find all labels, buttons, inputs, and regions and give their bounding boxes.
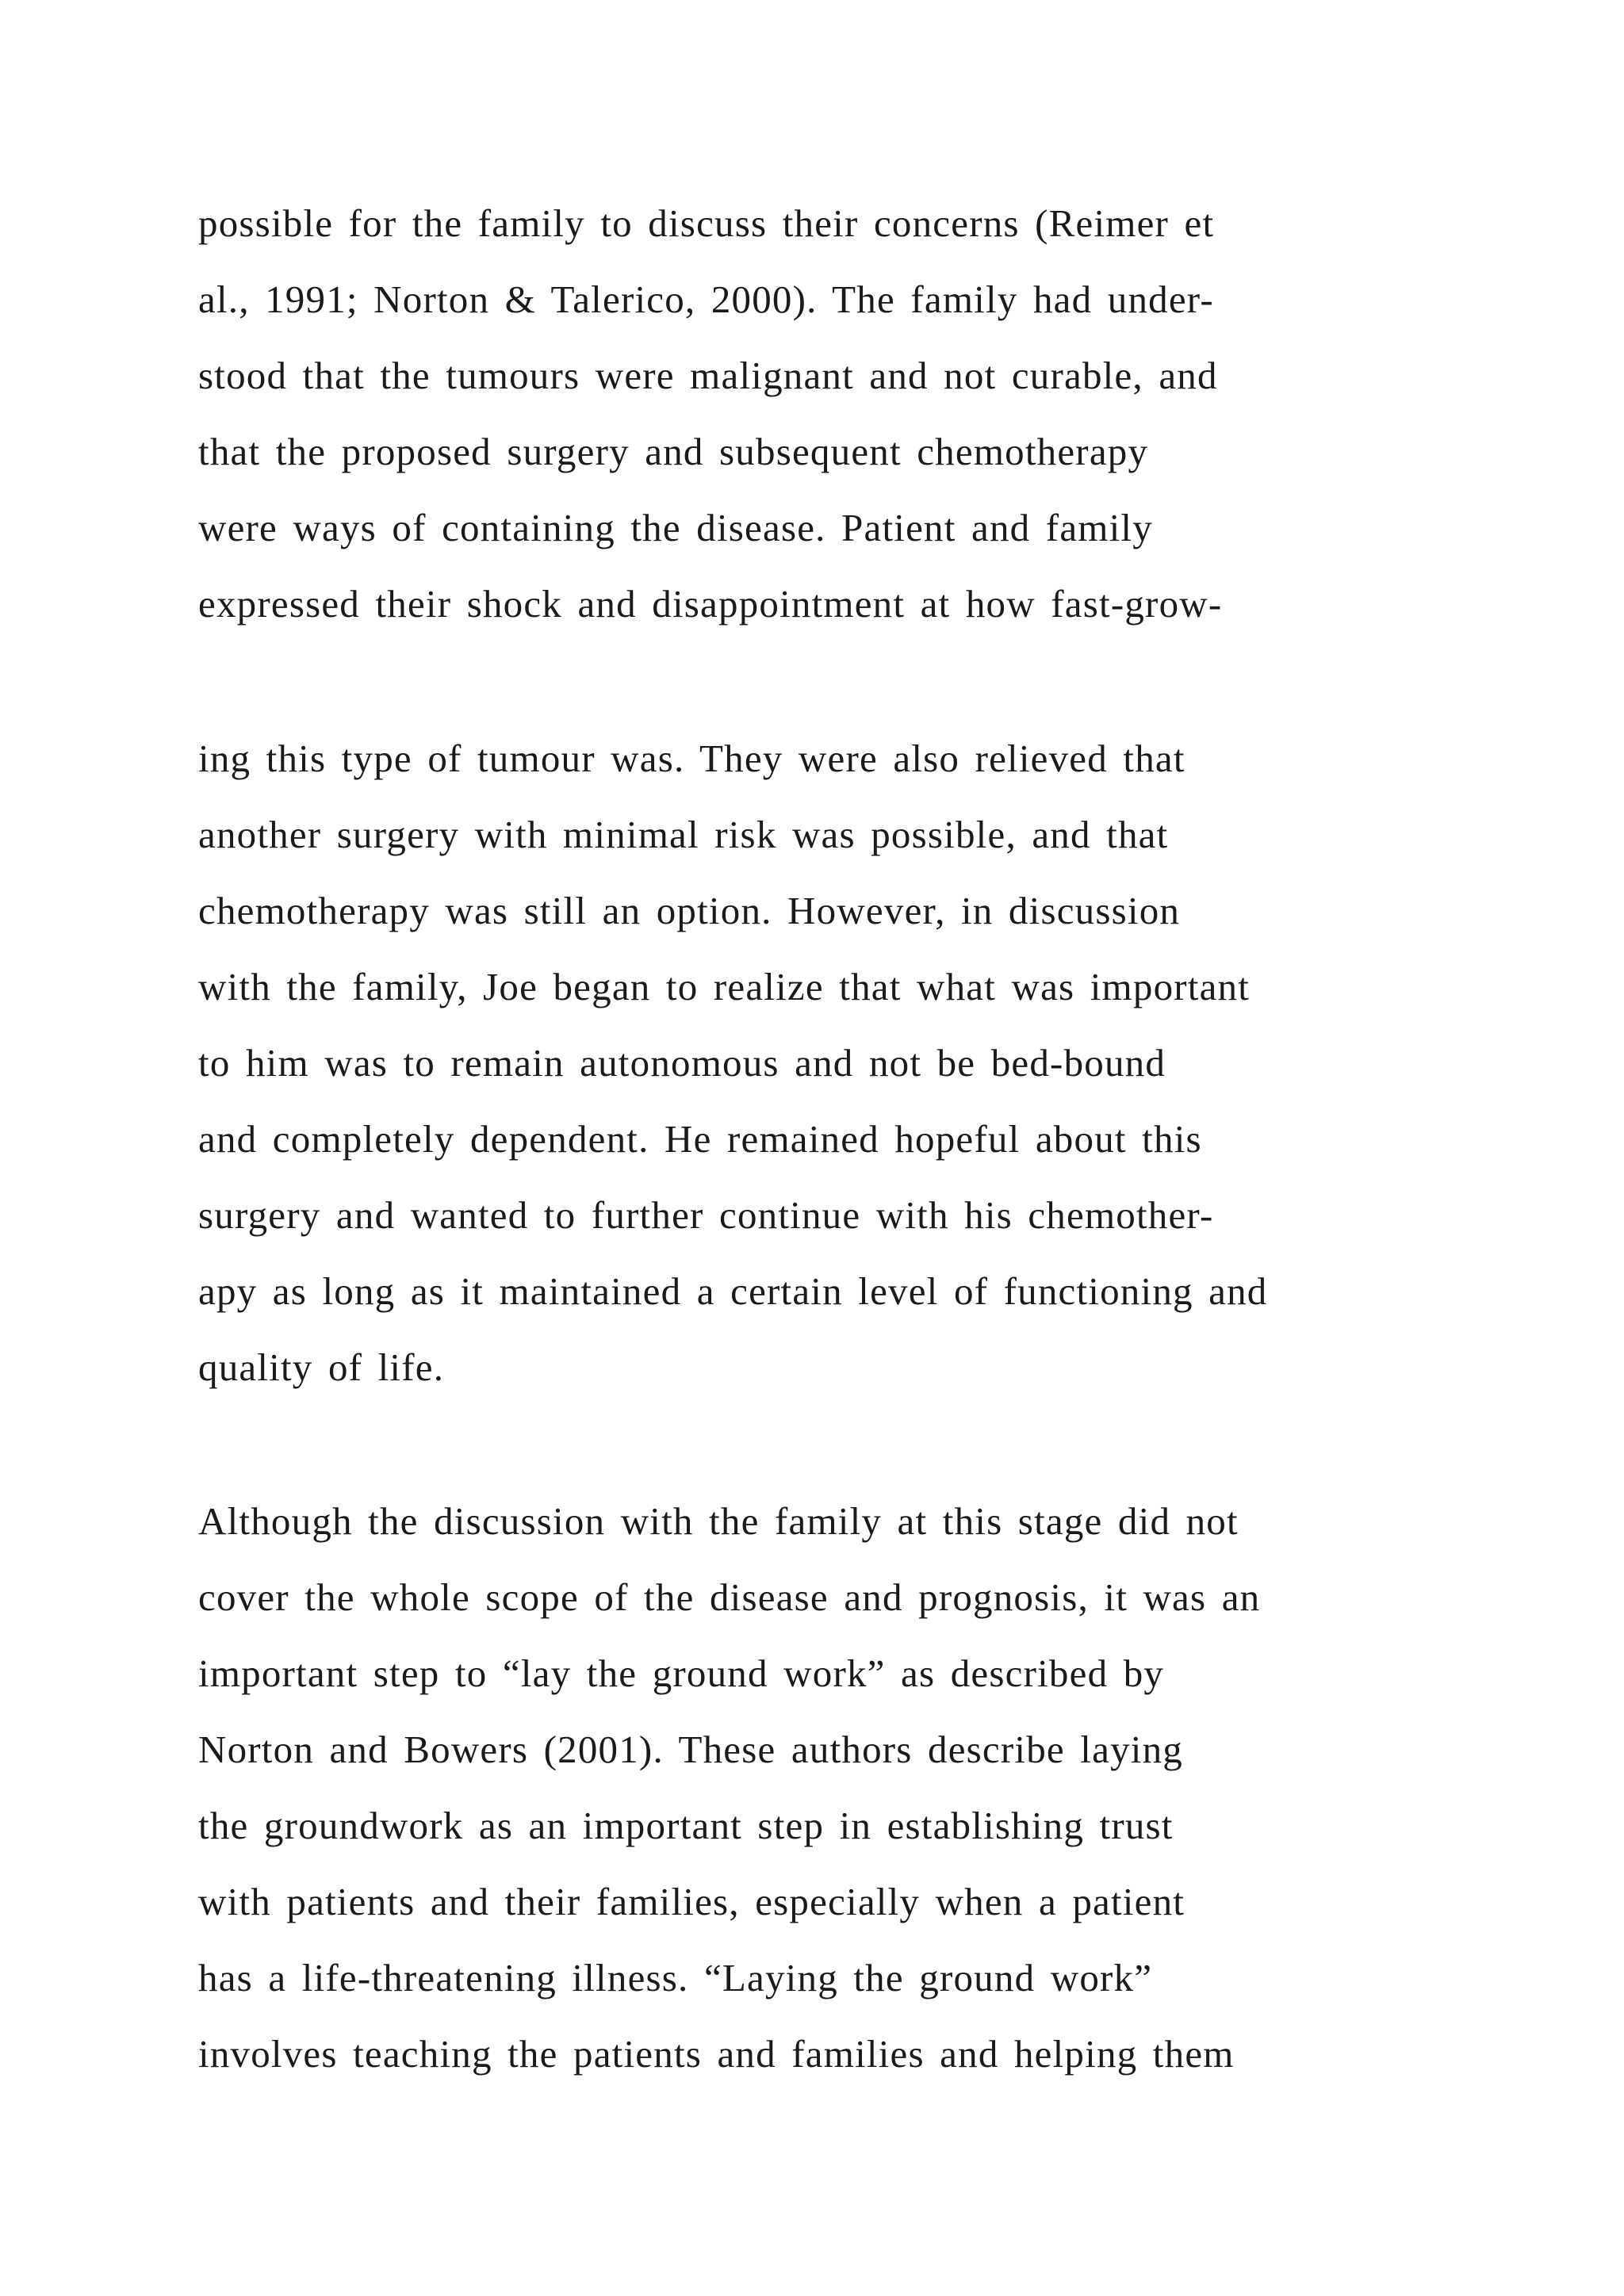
text-line: possible for the family to discuss their concerns (Reimer et bbox=[198, 201, 1215, 245]
text-line: involves teaching the patients and families and helping them bbox=[198, 2032, 1235, 2076]
text-line: to him was to remain autonomous and not be bed-bound bbox=[198, 1041, 1166, 1085]
text-line: another surgery with minimal risk was possible, and that bbox=[198, 813, 1169, 856]
text-line: cover the whole scope of the disease and prognosis, it was an bbox=[198, 1575, 1261, 1619]
text-line: al., 1991; Norton & Talerico, 2000). The family had under- bbox=[198, 277, 1214, 321]
text-line: apy as long as it maintained a certain level of functioning and bbox=[198, 1269, 1268, 1313]
text-line: important step to “lay the ground work” as described by bbox=[198, 1651, 1165, 1695]
paragraph-groundwork bbox=[198, 1483, 1483, 2092]
text-line: that the proposed surgery and subsequent chemotherapy bbox=[198, 430, 1149, 473]
text-line: stood that the tumours were malignant and not curable, and bbox=[198, 354, 1218, 397]
text-line: Although the discussion with the family at this stage did not bbox=[198, 1499, 1239, 1543]
text-line: quality of life. bbox=[198, 1345, 445, 1389]
text-line: with patients and their families, especially when a patient bbox=[198, 1880, 1185, 1923]
text-line: ing this type of tumour was. They were also relieved that bbox=[198, 737, 1185, 780]
text-line: has a life-threatening illness. “Laying the ground work” bbox=[198, 1956, 1153, 1999]
text-line: were ways of containing the disease. Patient and family bbox=[198, 506, 1153, 549]
text-line: expressed their shock and disappointment at how fast-grow- bbox=[198, 582, 1223, 626]
paragraph-continuation-after-break bbox=[198, 721, 1483, 1406]
paragraph-continuation bbox=[198, 186, 1483, 642]
text-line: with the family, Joe began to realize that what was important bbox=[198, 965, 1251, 1008]
text-line: and completely dependent. He remained hopeful about this bbox=[198, 1117, 1202, 1161]
text-line: chemotherapy was still an option. However, in discussion bbox=[198, 889, 1181, 932]
text-line: surgery and wanted to further continue with his chemother- bbox=[198, 1193, 1214, 1237]
text-line: the groundwork as an important step in establishing trust bbox=[198, 1804, 1174, 1847]
text-line: Norton and Bowers (2001). These authors describe laying bbox=[198, 1728, 1183, 1771]
